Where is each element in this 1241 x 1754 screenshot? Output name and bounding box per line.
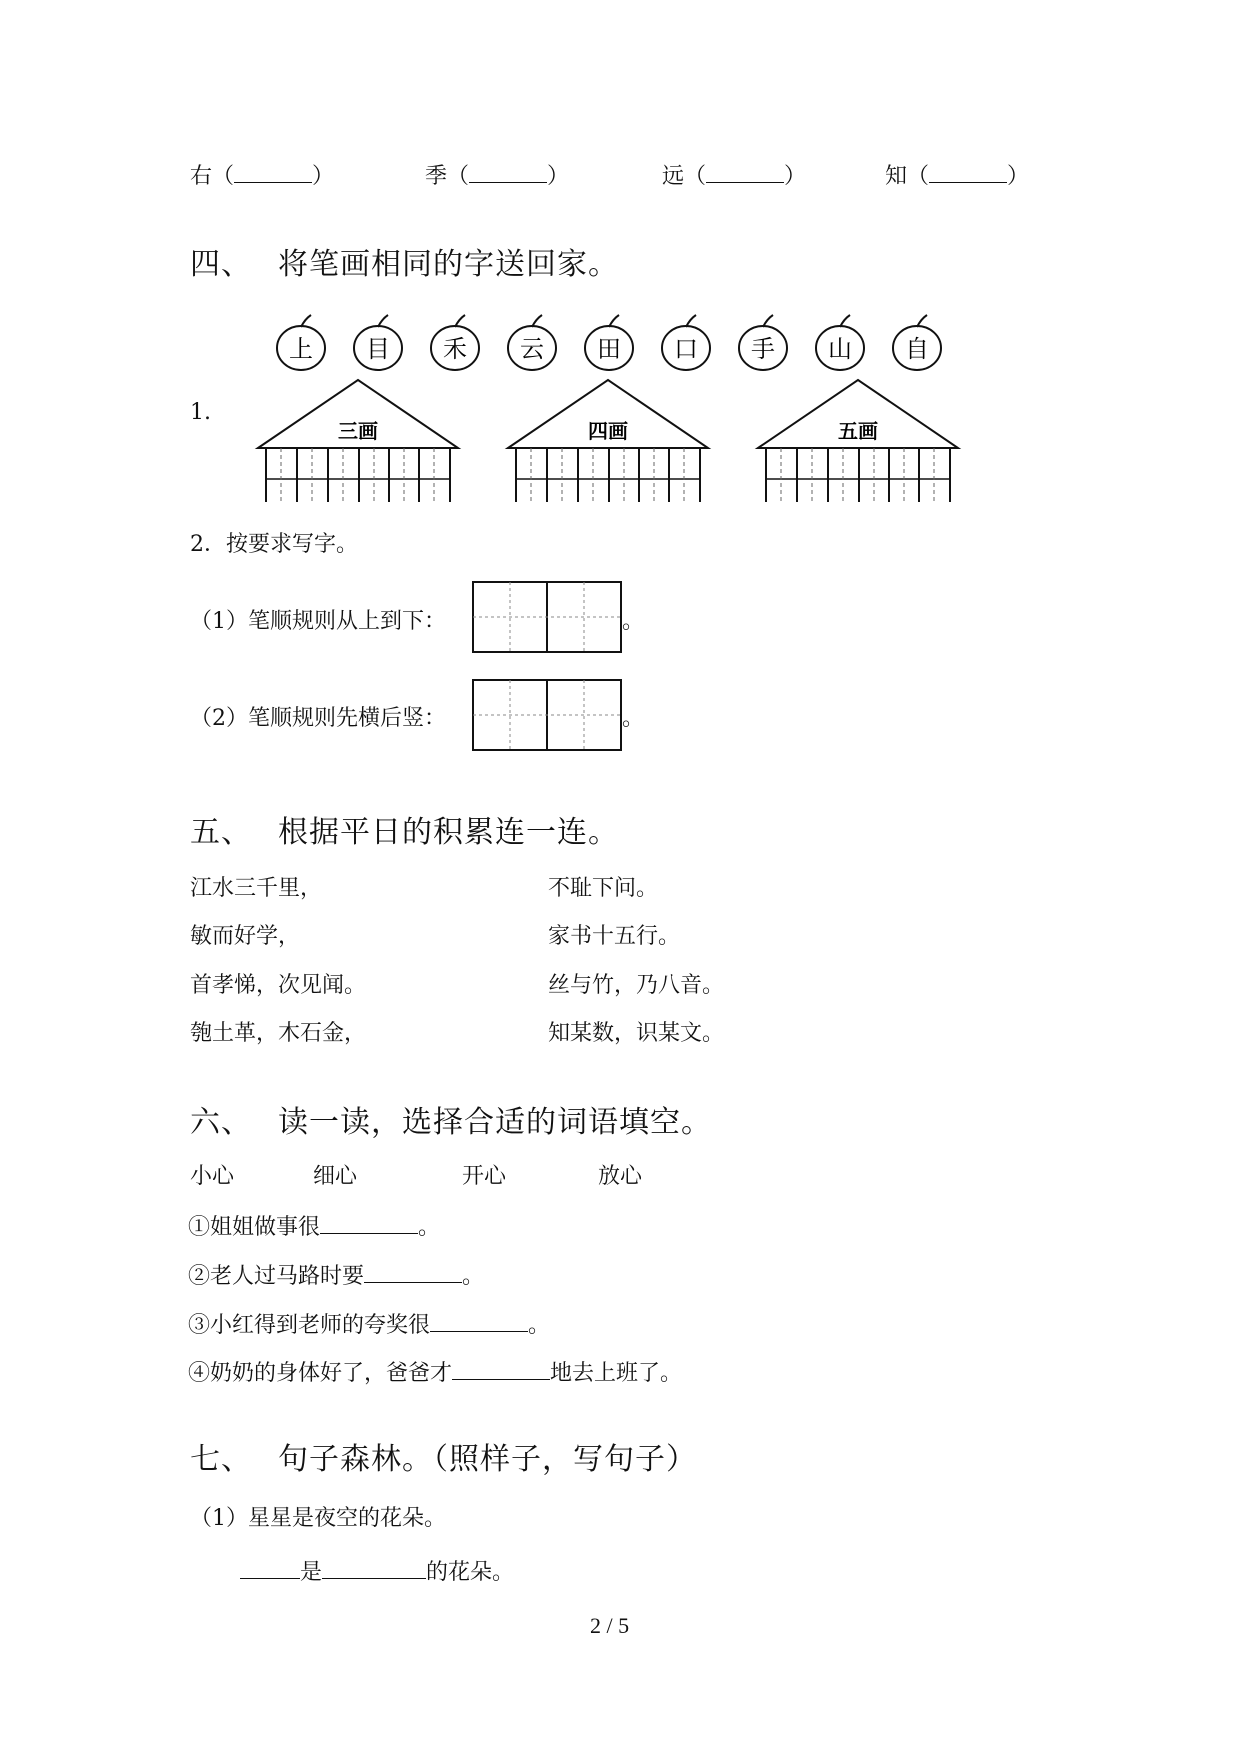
word-option-2: 细心 [313,1164,358,1189]
paren-open: （ [447,164,470,189]
apple-1 [277,315,325,370]
match-left-4[interactable]: 匏土革，木石金， [190,1021,367,1046]
section-number: 五、 [190,815,252,850]
apple-2 [354,315,402,370]
fill-sentence-4 [188,1357,682,1389]
word-option-1: 小心 [190,1164,235,1189]
sentence-text: 是 [300,1560,323,1585]
section-5-heading [190,813,619,853]
answer-blank[interactable] [430,1309,528,1332]
fill-char: 右 [190,164,213,189]
match-left-3[interactable]: 首孝悌，次见闻。 [190,973,367,998]
answer-blank[interactable] [706,160,784,183]
rule-2-text: （2）笔顺规则先横后竖： [190,706,446,731]
fill-sentence-1 [188,1211,440,1243]
section-title: 句子森林。（照样子，写句子） [278,1442,697,1477]
page-number: 2 / 5 [590,1613,630,1638]
paren-close: ） [547,164,570,189]
sentence-text: ④奶奶的身体好了，爸爸才 [188,1361,453,1386]
pattern-sentence [240,1556,514,1588]
paren-open: （ [907,164,930,189]
answer-blank[interactable] [452,1357,550,1380]
question-2-label: 2．按要求写字。 [190,532,358,557]
section-title: 将笔画相同的字送回家。 [278,247,619,282]
match-right-1[interactable]: 不耻下问。 [548,876,659,901]
house-three-strokes [258,380,458,502]
fill-sentence-2 [188,1260,484,1292]
sentence-text: ②老人过马路时要 [188,1264,365,1289]
section-6-heading [190,1103,712,1143]
apple-6 [662,315,710,370]
fill-char: 知 [885,164,908,189]
answer-blank[interactable] [929,160,1007,183]
section-number: 七、 [190,1442,252,1477]
house-four-strokes [508,380,708,502]
paren-close: ） [784,164,807,189]
fill-sentence-3 [188,1309,550,1341]
fill-char: 季 [425,164,448,189]
apple-char: 手 [751,335,775,363]
answer-blank[interactable] [322,1556,426,1579]
apple-char: 口 [674,335,698,363]
section-7-heading [190,1440,697,1480]
fill-item-2 [425,160,569,192]
fill-item-1 [190,160,334,192]
fill-item-3 [662,160,806,192]
house-five-strokes [758,380,958,502]
house-label: 三画 [338,419,378,443]
section-title: 读一读，选择合适的词语填空。 [278,1105,712,1140]
match-left-2[interactable]: 敏而好学， [190,924,301,949]
sentence-text: 的花朵。 [426,1560,515,1585]
word-option-3: 开心 [462,1164,507,1189]
writing-grid-2[interactable] [472,679,622,751]
sentence-text: ①姐姐做事很 [188,1215,321,1240]
writing-grid-1[interactable] [472,581,622,653]
answer-blank[interactable] [240,1556,300,1579]
house-label: 四画 [588,419,628,443]
section-title: 根据平日的积累连一连。 [278,815,619,850]
rule-2-end: 。 [622,706,645,731]
apple-char: 目 [366,335,390,363]
apple-5 [585,315,633,370]
sentence-text: 。 [418,1215,441,1240]
sentence-text: 地去上班了。 [550,1361,683,1386]
stroke-count-figure [250,312,970,502]
match-left-1[interactable]: 江水三千里， [190,876,323,901]
match-right-3[interactable]: 丝与竹，乃八音。 [548,973,725,998]
paren-close: ） [312,164,335,189]
apple-8 [816,315,864,370]
example-sentence: （1）星星是夜空的花朵。 [190,1506,446,1531]
paren-open: （ [684,164,707,189]
question-1-label: 1. [190,400,211,425]
apple-9 [893,315,941,370]
sentence-text: ③小红得到老师的夸奖很 [188,1313,431,1338]
match-right-4[interactable]: 知某数，识某文。 [548,1021,725,1046]
word-option-4: 放心 [598,1164,643,1189]
answer-blank[interactable] [364,1260,462,1283]
apple-char: 上 [289,335,313,363]
apple-char: 云 [520,335,544,363]
house-label: 五画 [838,419,878,443]
rule-1-end: 。 [622,609,645,634]
section-4-heading [190,245,619,285]
apple-char: 禾 [443,335,467,363]
apple-7 [739,315,787,370]
paren-close: ） [1007,164,1030,189]
sentence-text: 。 [528,1313,551,1338]
fill-char: 远 [662,164,685,189]
apple-char: 自 [905,335,929,363]
sentence-text: 。 [462,1264,485,1289]
rule-1-text: （1）笔顺规则从上到下： [190,609,446,634]
section-number: 六、 [190,1105,252,1140]
paren-open: （ [212,164,235,189]
answer-blank[interactable] [469,160,547,183]
answer-blank[interactable] [320,1211,418,1234]
fill-item-4 [885,160,1029,192]
answer-blank[interactable] [234,160,312,183]
apple-3 [431,315,479,370]
apple-char: 田 [597,335,621,363]
section-number: 四、 [190,247,252,282]
apple-4 [508,315,556,370]
match-right-2[interactable]: 家书十五行。 [548,924,681,949]
apple-char: 山 [828,335,852,363]
